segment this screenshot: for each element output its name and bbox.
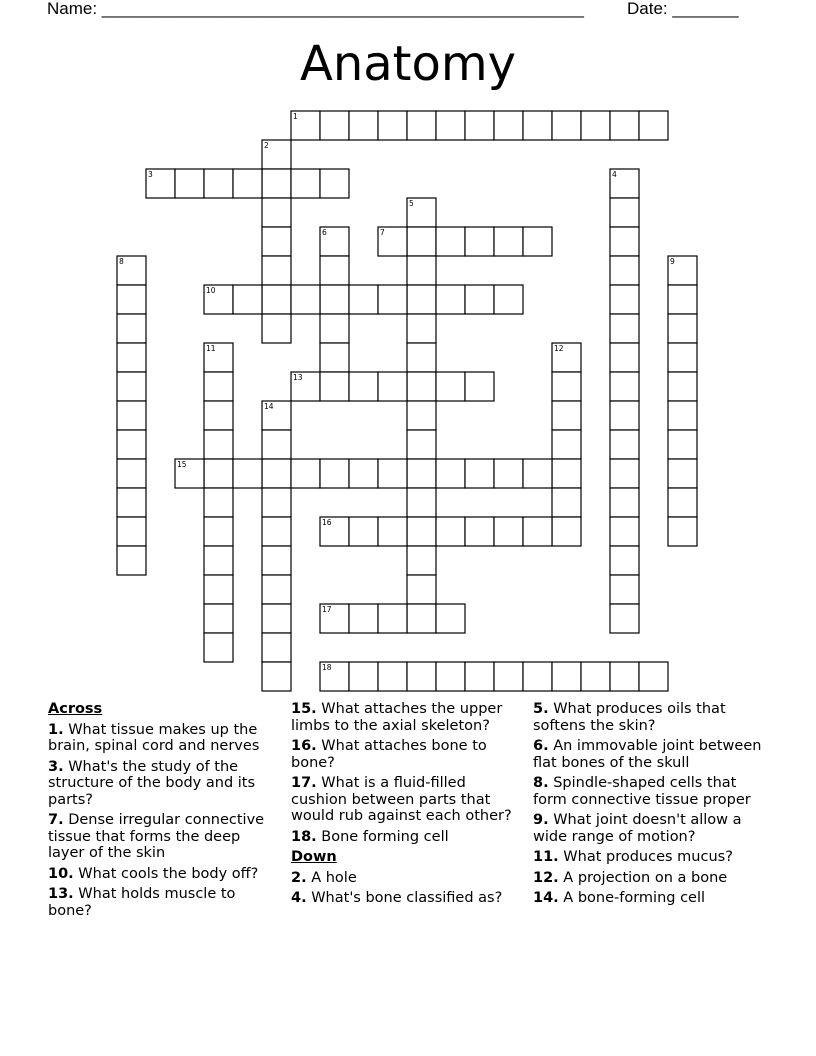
clue-down-11: 11. What produces mucus? (533, 849, 733, 865)
grid-cell-r13-c9[interactable] (407, 488, 436, 517)
grid-cell-r0-c12[interactable] (494, 111, 523, 140)
grid-cell-r9-c18[interactable] (668, 372, 697, 401)
grid-cell-r3-c16[interactable] (610, 198, 639, 227)
clue-across-16: 16. What attaches bone to bone? (291, 738, 487, 771)
clue-across-13: 13. What holds muscle to bone? (48, 886, 236, 919)
grid-cell-r9-c16[interactable] (610, 372, 639, 401)
grid-cell-r14-c8[interactable] (378, 517, 407, 546)
grid-cell-r4-c4[interactable] (262, 227, 291, 256)
grid-cell-r10-c-1[interactable] (117, 401, 146, 430)
grid-cell-r12-c13[interactable] (523, 459, 552, 488)
grid-cell-r2-c6[interactable] (320, 169, 349, 198)
grid-cell-r17-c9[interactable] (407, 604, 436, 633)
grid-cell-r11-c14[interactable] (552, 430, 581, 459)
clue-down-6: 6. An immovable joint between flat bones of the skull (533, 738, 762, 771)
clue-down-9: 9. What joint doesn't allow a wide range of motion? (533, 812, 742, 845)
grid-cell-r6-c3[interactable] (233, 285, 262, 314)
grid-cell-r8-c16[interactable] (610, 343, 639, 372)
grid-number-18: 18 (322, 663, 332, 672)
grid-cell-r7-c18[interactable] (668, 314, 697, 343)
grid-cell-r6-c18[interactable] (668, 285, 697, 314)
grid-cell-r6-c11[interactable] (465, 285, 494, 314)
clue-across-10: 10. What cools the body off? (48, 865, 259, 882)
grid-cell-r6-c6[interactable] (320, 285, 349, 314)
grid-cell-r7-c4[interactable] (262, 314, 291, 343)
grid-cell-r4-c9[interactable] (407, 227, 436, 256)
grid-cell-r19-c14[interactable] (552, 662, 581, 691)
grid-cell-r15-c9[interactable] (407, 546, 436, 575)
grid-cell-r12-c16[interactable] (610, 459, 639, 488)
grid-cell-r14-c-1[interactable] (117, 517, 146, 546)
grid-number-17: 17 (322, 605, 332, 614)
grid-cell-r14-c9[interactable] (407, 517, 436, 546)
grid-cell-r11-c-1[interactable] (117, 430, 146, 459)
grid-cell-r14-c12[interactable] (494, 517, 523, 546)
grid-number-13: 13 (293, 373, 303, 382)
grid-number-10: 10 (206, 286, 216, 295)
grid-cell-r8-c6[interactable] (320, 343, 349, 372)
grid-cell-r12-c7[interactable] (349, 459, 378, 488)
grid-number-12: 12 (554, 344, 564, 353)
page-title: Anatomy (299, 36, 517, 92)
grid-cell-r14-c7[interactable] (349, 517, 378, 546)
grid-cell-r13-c18[interactable] (668, 488, 697, 517)
grid-cell-r11-c18[interactable] (668, 430, 697, 459)
clue-across-15: 15. What attaches the upper limbs to the axial skeleton? (291, 701, 503, 734)
grid-cell-r0-c8[interactable] (378, 111, 407, 140)
clues-column-2 (291, 701, 523, 911)
clue-across-3: 3. What's the study of the structure of the body and its parts? (48, 758, 256, 808)
grid-cell-r14-c13[interactable] (523, 517, 552, 546)
grid-cell-r16-c9[interactable] (407, 575, 436, 604)
grid-cell-r5-c6[interactable] (320, 256, 349, 285)
grid-cell-r19-c16[interactable] (610, 662, 639, 691)
grid-cell-r6-c16[interactable] (610, 285, 639, 314)
grid-cell-r14-c10[interactable] (436, 517, 465, 546)
grid-cell-r12-c12[interactable] (494, 459, 523, 488)
grid-cell-r11-c4[interactable] (262, 430, 291, 459)
grid-cell-r8-c18[interactable] (668, 343, 697, 372)
grid-cell-r16-c4[interactable] (262, 575, 291, 604)
clue-across-7: 7. Dense irregular connective tissue that forms the deep layer of the skin (48, 812, 265, 861)
clue-down-4: 4. What's bone classified as? (291, 890, 503, 906)
grid-cell-r11-c16[interactable] (610, 430, 639, 459)
grid-number-9: 9 (670, 257, 675, 266)
grid-cell-r13-c4[interactable] (262, 488, 291, 517)
grid-cell-r0-c10[interactable] (436, 111, 465, 140)
down-heading: Down (291, 849, 337, 865)
grid-cell-r9-c7[interactable] (349, 372, 378, 401)
grid-cell-r9-c14[interactable] (552, 372, 581, 401)
clue-across-18: 18. Bone forming cell (291, 828, 449, 845)
grid-number-8: 8 (119, 257, 124, 266)
grid-number-4: 4 (612, 170, 617, 179)
grid-cell-r2-c4[interactable] (262, 169, 291, 198)
grid-cell-r19-c11[interactable] (465, 662, 494, 691)
grid-cell-r17-c10[interactable] (436, 604, 465, 633)
grid-cell-r19-c7[interactable] (349, 662, 378, 691)
grid-cell-r0-c13[interactable] (523, 111, 552, 140)
grid-cell-r2-c1[interactable] (175, 169, 204, 198)
grid-cell-r4-c16[interactable] (610, 227, 639, 256)
date-field-line: Date: _______ (627, 0, 739, 18)
grid-cell-r6-c7[interactable] (349, 285, 378, 314)
clues-column-1 (48, 701, 273, 923)
grid-cell-r19-c12[interactable] (494, 662, 523, 691)
grid-cell-r6-c-1[interactable] (117, 285, 146, 314)
grid-cell-r3-c4[interactable] (262, 198, 291, 227)
grid-cell-r5-c4[interactable] (262, 256, 291, 285)
grid-cell-r12-c5[interactable] (291, 459, 320, 488)
grid-cell-r12-c3[interactable] (233, 459, 262, 488)
grid-cell-r15-c4[interactable] (262, 546, 291, 575)
grid-cell-r15-c-1[interactable] (117, 546, 146, 575)
grid-cell-r15-c16[interactable] (610, 546, 639, 575)
grid-cell-r16-c16[interactable] (610, 575, 639, 604)
grid-cell-r6-c10[interactable] (436, 285, 465, 314)
grid-cell-r10-c14[interactable] (552, 401, 581, 430)
name-field-line: Name: ___________________________________________________ (47, 0, 584, 18)
grid-cell-r0-c16[interactable] (610, 111, 639, 140)
grid-cell-r10-c16[interactable] (610, 401, 639, 430)
grid-cell-r14-c2[interactable] (204, 517, 233, 546)
grid-cell-r6-c4[interactable] (262, 285, 291, 314)
grid-cell-r9-c8[interactable] (378, 372, 407, 401)
grid-cell-r0-c9[interactable] (407, 111, 436, 140)
grid-cell-r9-c2[interactable] (204, 372, 233, 401)
grid-cell-r10-c9[interactable] (407, 401, 436, 430)
grid-cell-r16-c2[interactable] (204, 575, 233, 604)
grid-cell-r7-c9[interactable] (407, 314, 436, 343)
grid-cell-r0-c15[interactable] (581, 111, 610, 140)
grid-cell-r9-c9[interactable] (407, 372, 436, 401)
grid-number-11: 11 (206, 344, 216, 353)
grid-cell-r12-c14[interactable] (552, 459, 581, 488)
grid-cell-r19-c4[interactable] (262, 662, 291, 691)
grid-cell-r0-c11[interactable] (465, 111, 494, 140)
clue-down-8: 8. Spindle-shaped cells that form connective tissue proper (533, 775, 751, 808)
grid-cell-r14-c14[interactable] (552, 517, 581, 546)
grid-cell-r7-c16[interactable] (610, 314, 639, 343)
grid-cell-r9-c10[interactable] (436, 372, 465, 401)
grid-cell-r14-c16[interactable] (610, 517, 639, 546)
grid-cell-r4-c12[interactable] (494, 227, 523, 256)
grid-cell-r0-c6[interactable] (320, 111, 349, 140)
grid-cell-r13-c14[interactable] (552, 488, 581, 517)
grid-cell-r12-c8[interactable] (378, 459, 407, 488)
grid-cell-r13-c16[interactable] (610, 488, 639, 517)
grid-cell-r2-c3[interactable] (233, 169, 262, 198)
grid-cell-r19-c10[interactable] (436, 662, 465, 691)
grid-cell-r15-c2[interactable] (204, 546, 233, 575)
grid-cell-r2-c5[interactable] (291, 169, 320, 198)
grid-cell-r17-c2[interactable] (204, 604, 233, 633)
grid-cell-r2-c2[interactable] (204, 169, 233, 198)
grid-cell-r11-c9[interactable] (407, 430, 436, 459)
grid-cell-r10-c18[interactable] (668, 401, 697, 430)
grid-cell-r6-c5[interactable] (291, 285, 320, 314)
grid-cell-r6-c8[interactable] (378, 285, 407, 314)
grid-cell-r11-c2[interactable] (204, 430, 233, 459)
grid-cell-r19-c15[interactable] (581, 662, 610, 691)
grid-cell-r19-c13[interactable] (523, 662, 552, 691)
grid-number-7: 7 (380, 228, 385, 237)
grid-cell-r9-c11[interactable] (465, 372, 494, 401)
grid-cell-r19-c9[interactable] (407, 662, 436, 691)
grid-number-2: 2 (264, 141, 269, 150)
grid-cell-r19-c8[interactable] (378, 662, 407, 691)
grid-cell-r8-c-1[interactable] (117, 343, 146, 372)
grid-cell-r14-c11[interactable] (465, 517, 494, 546)
grid-number-3: 3 (148, 170, 153, 179)
grid-number-16: 16 (322, 518, 332, 527)
clues-column-3 (533, 701, 773, 911)
grid-cell-r4-c10[interactable] (436, 227, 465, 256)
grid-cell-r6-c12[interactable] (494, 285, 523, 314)
grid-cell-r0-c14[interactable] (552, 111, 581, 140)
grid-number-1: 1 (293, 112, 298, 121)
grid-number-5: 5 (409, 199, 414, 208)
grid-cell-r9-c6[interactable] (320, 372, 349, 401)
grid-cell-r9-c-1[interactable] (117, 372, 146, 401)
grid-number-14: 14 (264, 402, 274, 411)
grid-cell-r8-c9[interactable] (407, 343, 436, 372)
grid-cell-r7-c6[interactable] (320, 314, 349, 343)
grid-cell-r0-c17[interactable] (639, 111, 668, 140)
grid-cell-r18-c2[interactable] (204, 633, 233, 662)
grid-cell-r19-c17[interactable] (639, 662, 668, 691)
clue-down-5: 5. What produces oils that softens the skin? (533, 701, 726, 734)
grid-cell-r0-c7[interactable] (349, 111, 378, 140)
grid-number-15: 15 (177, 460, 187, 469)
grid-cell-r12-c-1[interactable] (117, 459, 146, 488)
grid-cell-r14-c4[interactable] (262, 517, 291, 546)
grid-cell-r13-c2[interactable] (204, 488, 233, 517)
grid-cell-r6-c9[interactable] (407, 285, 436, 314)
grid-cell-r5-c16[interactable] (610, 256, 639, 285)
grid-number-6: 6 (322, 228, 327, 237)
grid-cell-r5-c9[interactable] (407, 256, 436, 285)
grid-cell-r13-c-1[interactable] (117, 488, 146, 517)
grid-cell-r12-c9[interactable] (407, 459, 436, 488)
grid-cell-r17-c16[interactable] (610, 604, 639, 633)
across-heading: Across (48, 701, 103, 717)
grid-cell-r12-c6[interactable] (320, 459, 349, 488)
grid-cell-r18-c4[interactable] (262, 633, 291, 662)
grid-cell-r17-c4[interactable] (262, 604, 291, 633)
grid-cell-r12-c4[interactable] (262, 459, 291, 488)
grid-cell-r7-c-1[interactable] (117, 314, 146, 343)
grid-cell-r17-c7[interactable] (349, 604, 378, 633)
clue-across-17: 17. What is a fluid-filled cushion between parts that would rub against each other? (291, 775, 512, 824)
clue-down-14: 14. A bone-forming cell (533, 890, 706, 906)
grid-cell-r12-c2[interactable] (204, 459, 233, 488)
grid-cell-r14-c18[interactable] (668, 517, 697, 546)
clue-down-2: 2. A hole (291, 869, 357, 886)
grid-cell-r12-c10[interactable] (436, 459, 465, 488)
grid-cell-r4-c11[interactable] (465, 227, 494, 256)
grid-cell-r12-c18[interactable] (668, 459, 697, 488)
grid-cell-r4-c13[interactable] (523, 227, 552, 256)
clue-down-12: 12. A projection on a bone (533, 869, 728, 886)
grid-cell-r12-c11[interactable] (465, 459, 494, 488)
grid-cell-r17-c8[interactable] (378, 604, 407, 633)
grid-cell-r10-c2[interactable] (204, 401, 233, 430)
clue-across-1: 1. What tissue makes up the brain, spinal cord and nerves (48, 721, 260, 754)
